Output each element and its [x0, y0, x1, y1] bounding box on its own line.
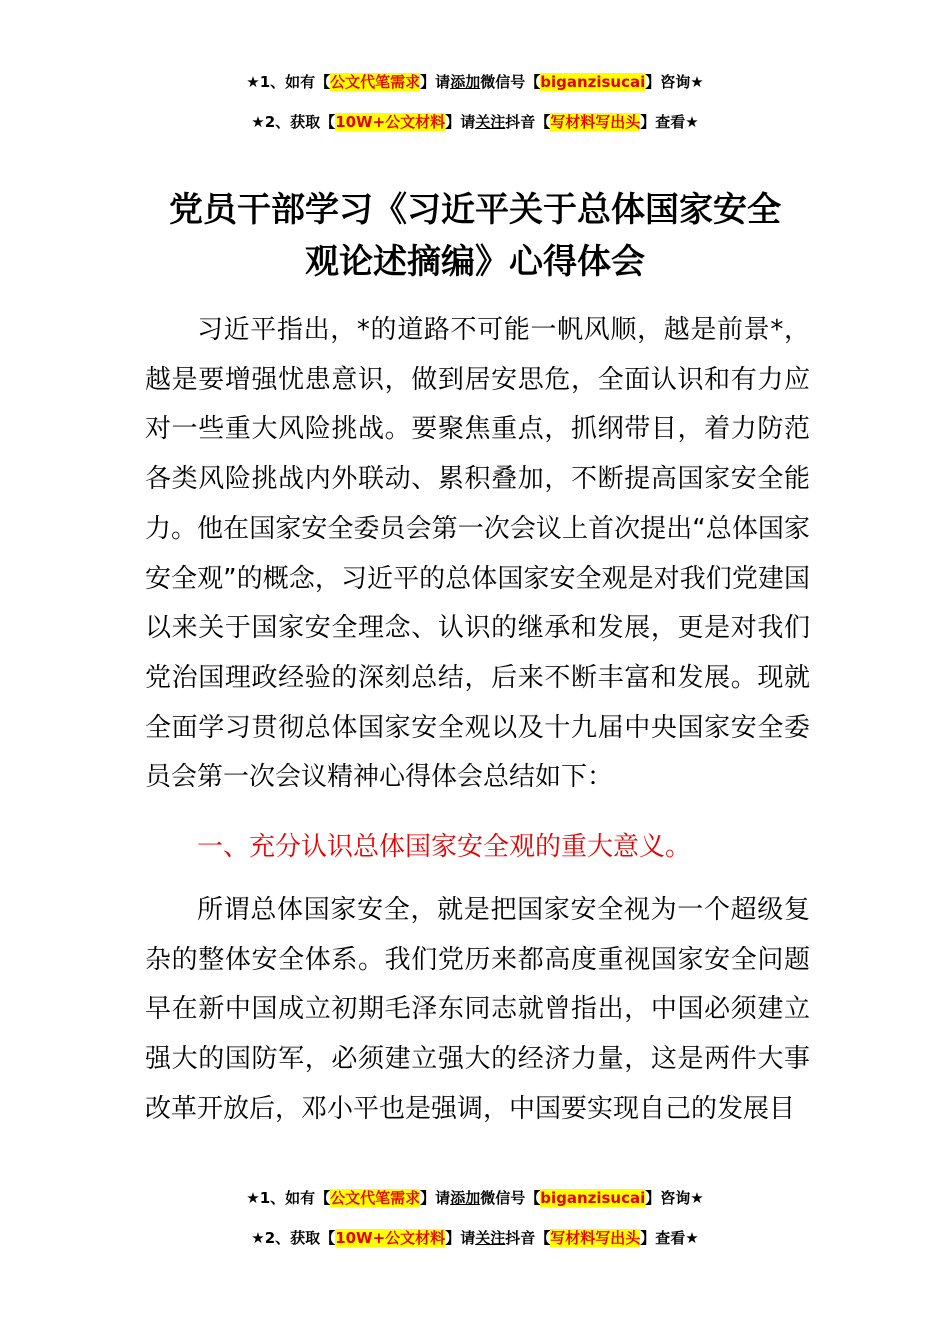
banner-emphasis: 添加: [450, 1189, 481, 1207]
paragraph-1: 习近平指出，*的道路不可能一帆风顺，越是前景*，越是要增强忧患意识，做到居安思危，全面认识和有力应对一些重大风险挑战。要聚焦重点，抓纲带目，着力防范各类风险挑战内外联动、累积叠加，不断提高国家安全能力。他在国家安全委员会第一次会议上首次提出“总体国家安全观”的概念，习近平的总体国家安全观是对我们党建国以来关于国家安全理念、认识的继承和发展，更是对我们党治国理政经验的深刻总结，后来不断丰富和发展。现就全面学习贯彻总体国家安全观以及十九届中央国家安全委员会第一次会议精神心得体会总结如下：: [145, 315, 810, 793]
bottom-banner-line-1: [0, 1187, 950, 1209]
banner-text: 】请: [445, 113, 476, 131]
banner-emphasis: 添加: [450, 73, 481, 91]
banner-text: ★1、如有【: [246, 73, 331, 91]
banner-emphasis: 关注: [475, 1229, 506, 1247]
banner-text: 】查看★: [640, 1229, 699, 1247]
paragraph-2: 所谓总体国家安全，就是把国家安全视为一个超级复杂的整体安全体系。我们党历来都高度重视国家安全问题早在新中国成立初期毛泽东同志就曾指出，中国必须建立强大的国防军，必须建立强大的经济力量，这是两件大事改革开放后，邓小平也是强调，中国要实现自己的发展目: [145, 895, 810, 1124]
banner-text: ★1、如有【: [246, 1189, 331, 1207]
banner-text: 】请: [420, 1189, 451, 1207]
body-section-2: [145, 886, 810, 1135]
banner-text: ★2、获取【: [251, 1229, 336, 1247]
top-banner-line-2: [0, 111, 950, 133]
banner-text: 】请: [445, 1229, 476, 1247]
banner-text: 】请: [420, 73, 451, 91]
body-section-1: [145, 306, 810, 803]
title-line-1: 党员干部学习《习近平关于总体国家安全: [169, 190, 781, 230]
highlight-service: 公文代笔需求: [330, 73, 421, 91]
banner-text: 】咨询★: [645, 1189, 704, 1207]
bottom-banner-line-2: [0, 1227, 950, 1249]
title-line-2: 观论述摘编》心得体会: [305, 242, 645, 282]
highlight-douyin-account: 写材料写出头: [550, 113, 641, 131]
banner-text: 微信号【: [480, 73, 541, 91]
banner-text: 抖音【: [505, 113, 551, 131]
top-banner-line-1: [0, 71, 950, 93]
section-heading-1: 一、充分认识总体国家安全观的重大意义。: [197, 832, 692, 862]
highlight-douyin-account: 写材料写出头: [550, 1229, 641, 1247]
banner-text: 】咨询★: [645, 73, 704, 91]
banner-emphasis: 关注: [475, 113, 506, 131]
highlight-materials: 10W+公文材料: [335, 113, 446, 131]
banner-text: 微信号【: [480, 1189, 541, 1207]
banner-text: 】查看★: [640, 113, 699, 131]
highlight-materials: 10W+公文材料: [335, 1229, 446, 1247]
document-title: [0, 184, 950, 288]
highlight-wechat-id: biganzisucai: [540, 73, 646, 91]
highlight-service: 公文代笔需求: [330, 1189, 421, 1207]
highlight-wechat-id: biganzisucai: [540, 1189, 646, 1207]
banner-text: 抖音【: [505, 1229, 551, 1247]
banner-text: ★2、获取【: [251, 113, 336, 131]
